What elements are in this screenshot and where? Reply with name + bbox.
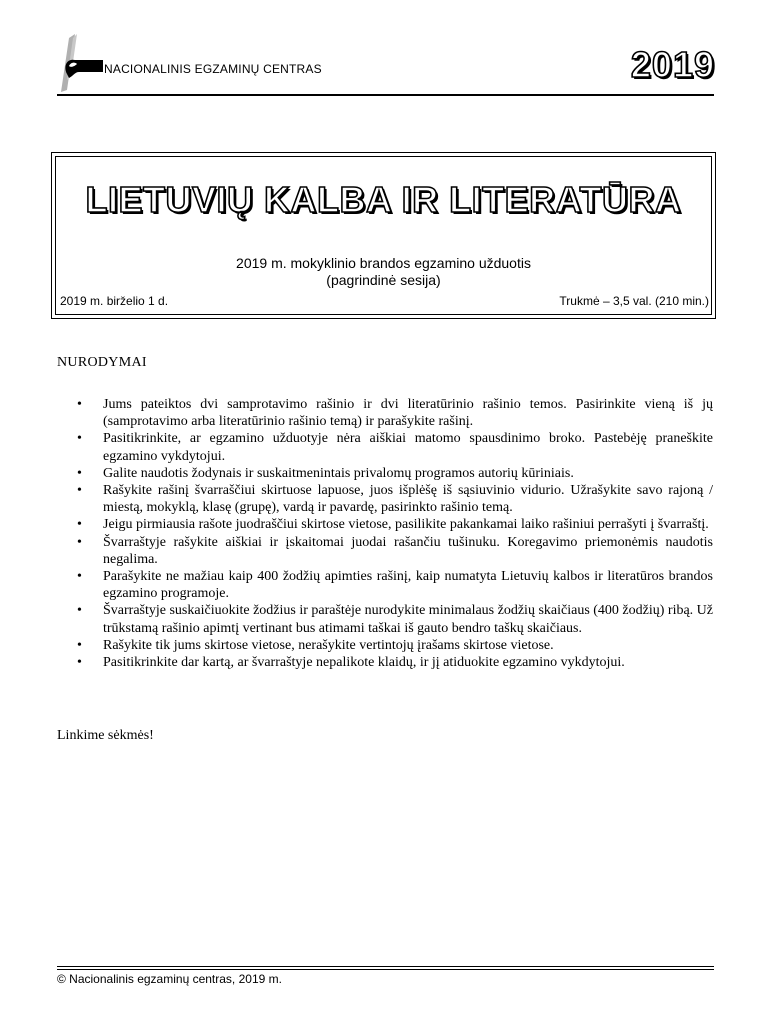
instruction-item: • Pasitikrinkite, ar egzamino užduotyje nėra aiškiai matomo spausdinimo broko. Pastebėję praneškite egzamino vykdytojui. <box>57 430 713 464</box>
copyright-notice: © Nacionalinis egzaminų centras, 2019 m. <box>57 972 282 986</box>
subtitle-line-2: (pagrindinė sesija) <box>326 272 441 288</box>
instructions-heading: NURODYMAI <box>57 355 147 370</box>
instruction-item: • Parašykite ne mažiau kaip 400 žodžių apimties rašinį, kaip numatyta Lietuvių kalbos ir literatūros brandos egzamino programoje. <box>57 568 713 602</box>
title-frame <box>51 152 716 319</box>
title-inner-frame <box>55 156 712 315</box>
instructions-list <box>57 396 713 671</box>
instruction-item: • Jeigu pirmiausia rašote juodraščiui skirtose vietose, pasilikite pakankamai laiko rašiniui perrašyti į švarraštį. <box>57 516 713 533</box>
header-divider <box>57 94 714 96</box>
closing-wish: Linkime sėkmės! <box>57 728 154 743</box>
exam-year: 2019 <box>630 44 715 85</box>
exam-subtitle <box>56 255 711 289</box>
exam-duration: Trukmė – 3,5 val. (210 min.) <box>559 294 709 308</box>
exam-date: 2019 m. birželio 1 d. <box>60 294 169 308</box>
instruction-item: • Švarraštyje suskaičiuokite žodžius ir paraštėje nurodykite minimalaus žodžių skaičiaus (400 žodžių) ribą. Už trūkstamą rašinio apimtį vertinant bus atimami taškai iš gauto bendro taškų skaičiaus. <box>57 602 713 636</box>
instruction-item: • Galite naudotis žodynais ir suskaitmenintais privalomų programos autorių kūriniais. <box>57 465 713 482</box>
organization-name: NACIONALINIS EGZAMINŲ CENTRAS <box>104 62 322 76</box>
instruction-item: • Rašykite rašinį švarraščiui skirtuose lapuose, juos išplėšę iš sąsiuvinio vidurio. Užrašykite savo rajoną / miestą, mokyklą, klasę (grupę), vardą ir pavardę, pasirinkto rašinio temą. <box>57 482 713 516</box>
footer-divider <box>57 966 714 967</box>
instruction-item: • Pasitikrinkite dar kartą, ar švarraštyje nepalikote klaidų, ir jį atiduokite egzamino vykdytojui. <box>57 654 713 671</box>
instruction-item: • Jums pateiktos dvi samprotavimo rašinio ir dvi literatūrinio rašinio temos. Pasirinkite vieną iš jų (samprotavimo arba literatūrinio rašinio temą) ir parašykite rašinį. <box>57 396 713 430</box>
nec-logo-icon <box>57 32 103 94</box>
instruction-item: • Švarraštyje rašykite aiškiai ir įskaitomai juodai rašančiu tušinuku. Koregavimo priemonėmis naudotis negalima. <box>57 534 713 568</box>
footer-divider-secondary <box>57 969 714 970</box>
subtitle-line-1: 2019 m. mokyklinio brandos egzamino užduotis <box>236 255 531 271</box>
exam-title: LIETUVIŲ KALBA IR LITERATŪRA <box>85 179 682 220</box>
instruction-item: • Rašykite tik jums skirtose vietose, nerašykite vertintojų įrašams skirtose vietose. <box>57 637 713 654</box>
